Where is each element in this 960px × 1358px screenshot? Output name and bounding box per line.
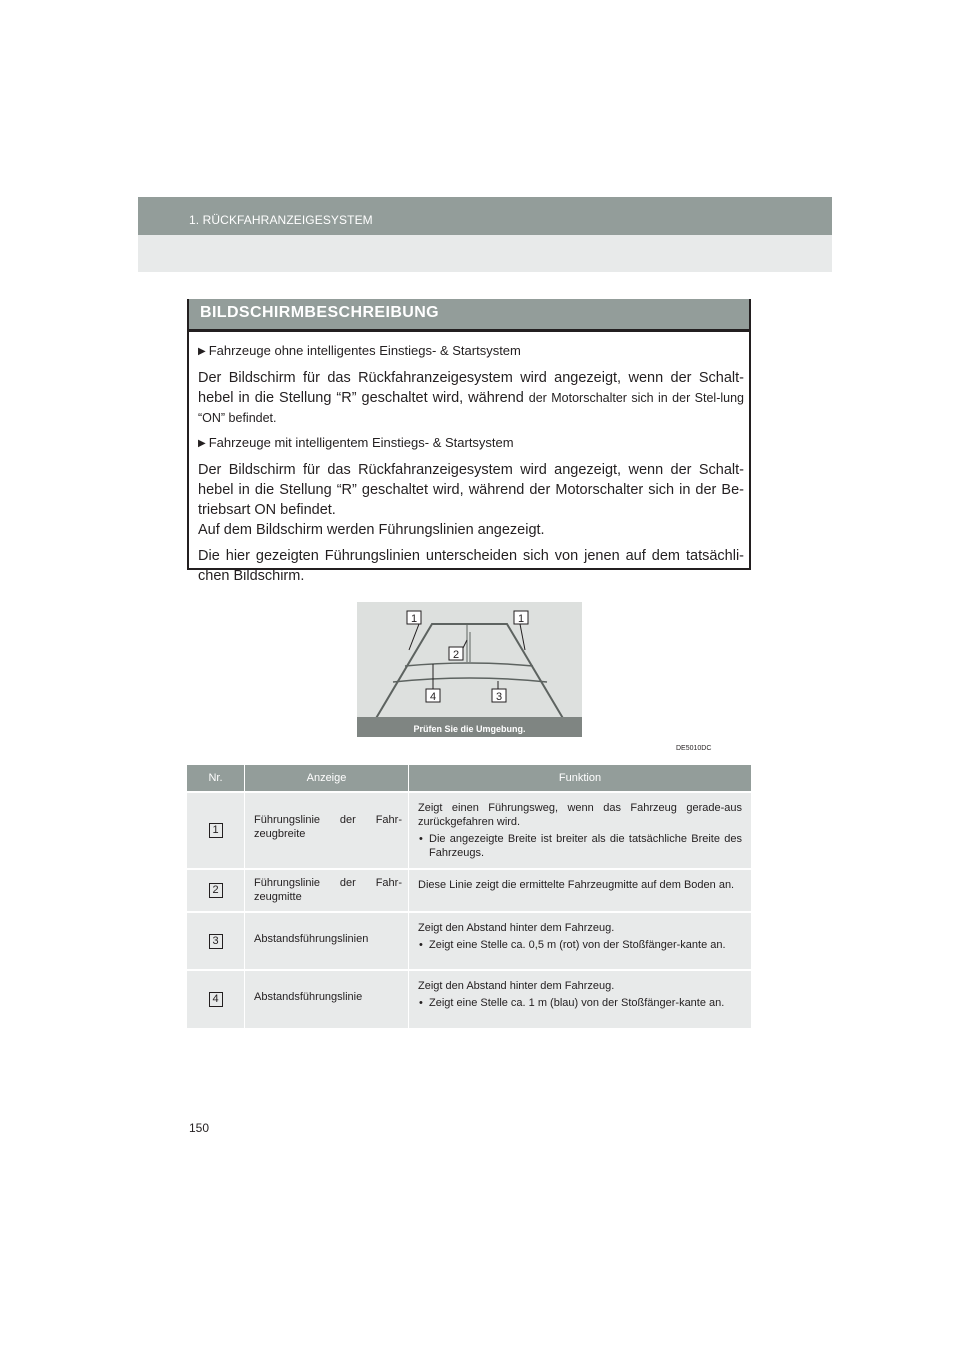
label-2: 2 <box>452 649 460 661</box>
row-description-cell <box>409 869 752 912</box>
subheading-text: Fahrzeuge ohne intelligentes Einstiegs- & Startsystem <box>208 343 521 358</box>
figure-code: DE5010DC <box>676 745 712 752</box>
row-bullet: • Die angezeigte Breite ist breiter als die tatsächliche Breite des Fahrzeugs. <box>418 832 742 860</box>
paragraph-1-main: Der Bildschirm für das Rückfahranzeigesystem wird angezeigt, wenn der Schalt-hebel in die Stellung “R” geschaltet wird, während <box>198 370 744 406</box>
triangle-right-icon: ▶ <box>198 346 206 357</box>
triangle-right-icon: ▶ <box>198 438 206 449</box>
row-bullet: • Zeigt eine Stelle ca. 1 m (blau) von der Stoßfänger-kante an. <box>418 996 742 1010</box>
row-description: Zeigt den Abstand hinter dem Fahrzeug. <box>418 922 615 934</box>
label-3: 3 <box>495 691 503 703</box>
row-description: Diese Linie zeigt die ermittelte Fahrzeugmitte auf dem Boden an. <box>418 879 735 891</box>
paragraph-1 <box>198 368 744 428</box>
row-name: Abstandsführungslinien <box>245 912 409 970</box>
table-row <box>187 869 751 912</box>
row-number-cell <box>187 792 245 869</box>
box-body <box>198 342 744 592</box>
row-description-cell <box>409 792 752 869</box>
header-band <box>138 197 832 272</box>
paragraph-4: Die hier gezeigten Führungslinien unterscheiden sich von jenen auf dem tatsächli-chen Bildschirm. <box>198 548 744 584</box>
paragraph-1-small: der Motorschalter sich in der Stel-lung “ON” befindet. <box>198 391 744 425</box>
row-description-cell <box>409 970 752 1028</box>
info-box <box>187 299 751 584</box>
row-name: Führungslinie der Fahr-zeugbreite <box>245 792 409 869</box>
camera-screen-figure <box>357 602 582 737</box>
row-number: 3 <box>209 934 223 949</box>
paragraph-3: Auf dem Bildschirm werden Führungslinien angezeigt. <box>198 522 545 538</box>
subheading-without-smart-key <box>198 342 744 361</box>
label-1-right: 1 <box>517 613 525 625</box>
table-row <box>187 912 751 970</box>
label-1-left: 1 <box>410 613 418 625</box>
row-number: 1 <box>209 823 223 838</box>
row-bullet: • Zeigt eine Stelle ca. 0,5 m (rot) von der Stoßfänger-kante an. <box>418 938 742 952</box>
table-row <box>187 970 751 1028</box>
header-funktion: Funktion <box>409 765 752 792</box>
row-number-cell <box>187 869 245 912</box>
row-number-cell <box>187 970 245 1028</box>
row-number: 4 <box>209 992 223 1007</box>
figure-caption: Prüfen Sie die Umgebung. <box>413 724 526 734</box>
header-strip <box>138 197 832 235</box>
box-title-bar <box>189 299 749 332</box>
row-description: Zeigt einen Führungsweg, wenn das Fahrzeug gerade-aus zurückgefahren wird. <box>418 802 742 828</box>
label-4: 4 <box>429 691 437 703</box>
row-number: 2 <box>209 883 223 898</box>
box-title: BILDSCHIRMBESCHREIBUNG <box>200 304 440 321</box>
header-nr: Nr. <box>187 765 245 792</box>
header-anzeige: Anzeige <box>245 765 409 792</box>
subheading-with-smart-key <box>198 434 744 453</box>
row-description: Zeigt den Abstand hinter dem Fahrzeug. <box>418 980 615 992</box>
row-name: Abstandsführungslinie <box>245 970 409 1028</box>
row-number-cell <box>187 912 245 970</box>
table-header-row <box>187 765 751 792</box>
section-title: 1. RÜCKFAHRANZEIGESYSTEM <box>189 213 373 227</box>
guide-lines-table <box>187 765 751 1028</box>
row-description-cell <box>409 912 752 970</box>
table-row <box>187 792 751 869</box>
page-number: 150 <box>189 1121 210 1135</box>
row-name: Führungslinie der Fahr-zeugmitte <box>245 869 409 912</box>
subheading-text: Fahrzeuge mit intelligentem Einstiegs- & Startsystem <box>208 435 514 450</box>
paragraph-2: Der Bildschirm für das Rückfahranzeigesystem wird angezeigt, wenn der Schalt-hebel in die Stellung “R” geschaltet wird, während der Motorschalter sich in der Be-triebsart ON befindet. <box>198 462 744 518</box>
